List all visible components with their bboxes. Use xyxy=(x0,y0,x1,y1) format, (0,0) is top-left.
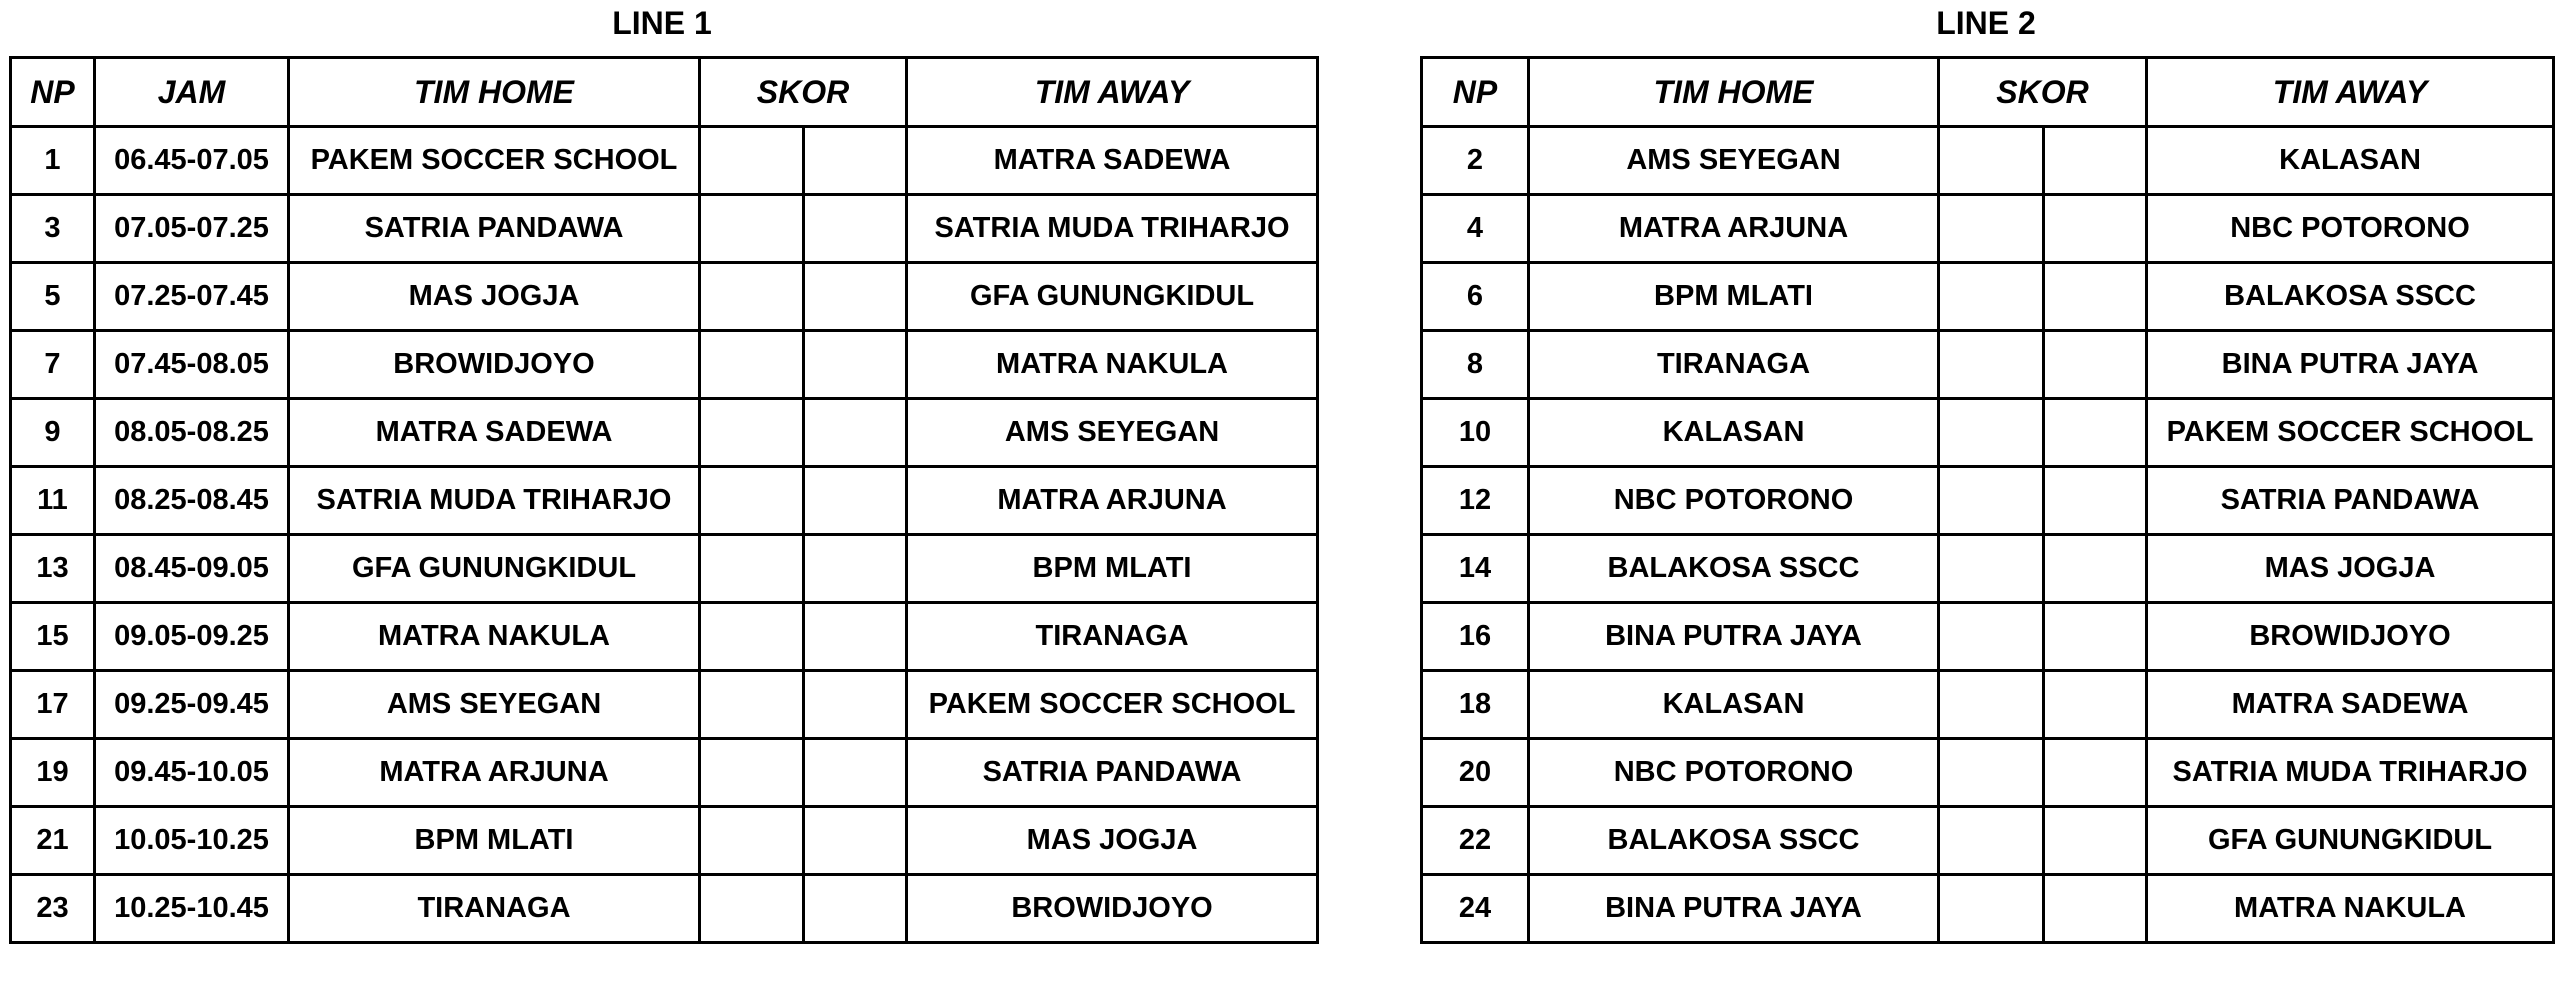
match-row xyxy=(1422,399,2554,467)
match-time-cell: 10.25-10.45 xyxy=(95,875,289,943)
home-score-cell[interactable] xyxy=(700,127,804,195)
away-score-cell[interactable] xyxy=(804,467,907,535)
match-time-cell: 06.45-07.05 xyxy=(95,127,289,195)
match-row xyxy=(1422,467,2554,535)
away-team-cell: SATRIA MUDA TRIHARJO xyxy=(2147,739,2554,807)
match-row xyxy=(1422,875,2554,943)
home-score-cell[interactable] xyxy=(700,467,804,535)
home-score-cell[interactable] xyxy=(1939,603,2044,671)
np-header: NP xyxy=(11,58,95,127)
away-team-cell: MATRA NAKULA xyxy=(2147,875,2554,943)
match-number-cell: 22 xyxy=(1422,807,1529,875)
match-number-cell: 4 xyxy=(1422,195,1529,263)
home-team-cell: TIRANAGA xyxy=(289,875,700,943)
away-team-cell: NBC POTORONO xyxy=(2147,195,2554,263)
away-score-cell[interactable] xyxy=(2044,535,2147,603)
match-number-cell: 15 xyxy=(11,603,95,671)
match-row xyxy=(1422,195,2554,263)
home-score-cell[interactable] xyxy=(1939,467,2044,535)
match-number-cell: 12 xyxy=(1422,467,1529,535)
home-team-cell: BALAKOSA SSCC xyxy=(1529,535,1939,603)
match-number-cell: 23 xyxy=(11,875,95,943)
away-team-cell: TIRANAGA xyxy=(907,603,1318,671)
away-score-cell[interactable] xyxy=(2044,671,2147,739)
match-number-cell: 16 xyxy=(1422,603,1529,671)
match-number-cell: 10 xyxy=(1422,399,1529,467)
home-score-cell[interactable] xyxy=(1939,331,2044,399)
line-1-title: LINE 1 xyxy=(612,5,712,41)
match-time-cell: 07.05-07.25 xyxy=(95,195,289,263)
home-score-cell[interactable] xyxy=(700,739,804,807)
home-score-cell[interactable] xyxy=(700,535,804,603)
home-team-cell: MAS JOGJA xyxy=(289,263,700,331)
match-number-cell: 3 xyxy=(11,195,95,263)
line-2-schedule-table xyxy=(1420,56,2555,944)
away-score-cell[interactable] xyxy=(804,331,907,399)
home-score-cell[interactable] xyxy=(1939,671,2044,739)
away-score-cell[interactable] xyxy=(2044,467,2147,535)
home-team-cell: MATRA ARJUNA xyxy=(1529,195,1939,263)
home-team-cell: SATRIA PANDAWA xyxy=(289,195,700,263)
home-score-cell[interactable] xyxy=(1939,195,2044,263)
match-time-cell: 08.05-08.25 xyxy=(95,399,289,467)
match-row xyxy=(11,195,1318,263)
away-score-cell[interactable] xyxy=(804,875,907,943)
away-team-cell: BALAKOSA SSCC xyxy=(2147,263,2554,331)
away-team-cell: BROWIDJOYO xyxy=(2147,603,2554,671)
away-score-cell[interactable] xyxy=(2044,331,2147,399)
header-row xyxy=(1422,58,2554,127)
away-score-cell[interactable] xyxy=(804,739,907,807)
away-team-cell: SATRIA MUDA TRIHARJO xyxy=(907,195,1318,263)
away-team-cell: MATRA NAKULA xyxy=(907,331,1318,399)
home-team-cell: KALASAN xyxy=(1529,399,1939,467)
match-row xyxy=(11,399,1318,467)
match-row xyxy=(11,807,1318,875)
match-time-cell: 07.25-07.45 xyxy=(95,263,289,331)
tim-away-header: TIM AWAY xyxy=(907,58,1318,127)
home-team-cell: BROWIDJOYO xyxy=(289,331,700,399)
away-score-cell[interactable] xyxy=(2044,807,2147,875)
skor-header: SKOR xyxy=(1939,58,2147,127)
away-team-cell: GFA GUNUNGKIDUL xyxy=(907,263,1318,331)
home-score-cell[interactable] xyxy=(700,807,804,875)
away-score-cell[interactable] xyxy=(2044,127,2147,195)
tim-home-header: TIM HOME xyxy=(289,58,700,127)
away-score-cell[interactable] xyxy=(804,399,907,467)
match-number-cell: 19 xyxy=(11,739,95,807)
away-score-cell[interactable] xyxy=(2044,399,2147,467)
away-team-cell: BINA PUTRA JAYA xyxy=(2147,331,2554,399)
match-row xyxy=(1422,127,2554,195)
tim-home-header: TIM HOME xyxy=(1529,58,1939,127)
home-team-cell: MATRA NAKULA xyxy=(289,603,700,671)
match-row xyxy=(11,331,1318,399)
home-team-cell: TIRANAGA xyxy=(1529,331,1939,399)
home-score-cell[interactable] xyxy=(1939,807,2044,875)
match-number-cell: 7 xyxy=(11,331,95,399)
home-score-cell[interactable] xyxy=(1939,127,2044,195)
match-row xyxy=(11,535,1318,603)
away-score-cell[interactable] xyxy=(2044,263,2147,331)
away-score-cell[interactable] xyxy=(804,671,907,739)
match-row xyxy=(11,671,1318,739)
match-number-cell: 6 xyxy=(1422,263,1529,331)
home-team-cell: BALAKOSA SSCC xyxy=(1529,807,1939,875)
line-2-title: LINE 2 xyxy=(1936,5,2036,41)
match-number-cell: 18 xyxy=(1422,671,1529,739)
home-team-cell: MATRA SADEWA xyxy=(289,399,700,467)
match-number-cell: 13 xyxy=(11,535,95,603)
home-score-cell[interactable] xyxy=(700,263,804,331)
match-row xyxy=(11,739,1318,807)
away-score-cell[interactable] xyxy=(2044,875,2147,943)
match-row xyxy=(1422,263,2554,331)
home-score-cell[interactable] xyxy=(1939,535,2044,603)
match-time-cell: 09.25-09.45 xyxy=(95,671,289,739)
away-score-cell[interactable] xyxy=(804,263,907,331)
match-time-cell: 07.45-08.05 xyxy=(95,331,289,399)
match-time-cell: 08.45-09.05 xyxy=(95,535,289,603)
home-team-cell: BPM MLATI xyxy=(289,807,700,875)
match-row xyxy=(11,263,1318,331)
home-team-cell: MATRA ARJUNA xyxy=(289,739,700,807)
home-team-cell: AMS SEYEGAN xyxy=(1529,127,1939,195)
away-team-cell: BROWIDJOYO xyxy=(907,875,1318,943)
home-team-cell: SATRIA MUDA TRIHARJO xyxy=(289,467,700,535)
match-number-cell: 21 xyxy=(11,807,95,875)
home-team-cell: NBC POTORONO xyxy=(1529,467,1939,535)
match-time-cell: 09.05-09.25 xyxy=(95,603,289,671)
header-row xyxy=(11,58,1318,127)
away-score-cell[interactable] xyxy=(804,807,907,875)
home-score-cell[interactable] xyxy=(1939,399,2044,467)
away-team-cell: BPM MLATI xyxy=(907,535,1318,603)
home-team-cell: GFA GUNUNGKIDUL xyxy=(289,535,700,603)
home-team-cell: AMS SEYEGAN xyxy=(289,671,700,739)
home-score-cell[interactable] xyxy=(700,331,804,399)
away-team-cell: KALASAN xyxy=(2147,127,2554,195)
home-team-cell: KALASAN xyxy=(1529,671,1939,739)
match-time-cell: 10.05-10.25 xyxy=(95,807,289,875)
match-number-cell: 14 xyxy=(1422,535,1529,603)
match-row xyxy=(11,603,1318,671)
match-number-cell: 2 xyxy=(1422,127,1529,195)
match-number-cell: 5 xyxy=(11,263,95,331)
away-score-cell[interactable] xyxy=(804,195,907,263)
home-team-cell: PAKEM SOCCER SCHOOL xyxy=(289,127,700,195)
home-score-cell[interactable] xyxy=(700,671,804,739)
match-number-cell: 11 xyxy=(11,467,95,535)
tim-away-header: TIM AWAY xyxy=(2147,58,2554,127)
home-score-cell[interactable] xyxy=(700,875,804,943)
line-1-schedule-table xyxy=(9,56,1319,944)
np-header: NP xyxy=(1422,58,1529,127)
away-team-cell: AMS SEYEGAN xyxy=(907,399,1318,467)
skor-header: SKOR xyxy=(700,58,907,127)
away-score-cell[interactable] xyxy=(804,535,907,603)
away-score-cell[interactable] xyxy=(2044,603,2147,671)
away-team-cell: SATRIA PANDAWA xyxy=(2147,467,2554,535)
home-team-cell: BINA PUTRA JAYA xyxy=(1529,875,1939,943)
match-row xyxy=(1422,671,2554,739)
home-team-cell: NBC POTORONO xyxy=(1529,739,1939,807)
match-row xyxy=(11,875,1318,943)
home-score-cell[interactable] xyxy=(1939,875,2044,943)
match-row xyxy=(1422,603,2554,671)
match-number-cell: 9 xyxy=(11,399,95,467)
away-team-cell: PAKEM SOCCER SCHOOL xyxy=(2147,399,2554,467)
match-row xyxy=(11,467,1318,535)
away-team-cell: GFA GUNUNGKIDUL xyxy=(2147,807,2554,875)
match-row xyxy=(1422,331,2554,399)
away-score-cell[interactable] xyxy=(804,127,907,195)
away-team-cell: PAKEM SOCCER SCHOOL xyxy=(907,671,1318,739)
home-team-cell: BINA PUTRA JAYA xyxy=(1529,603,1939,671)
away-team-cell: MATRA SADEWA xyxy=(2147,671,2554,739)
home-score-cell[interactable] xyxy=(700,603,804,671)
match-time-cell: 08.25-08.45 xyxy=(95,467,289,535)
away-team-cell: MAS JOGJA xyxy=(2147,535,2554,603)
match-time-cell: 09.45-10.05 xyxy=(95,739,289,807)
away-team-cell: SATRIA PANDAWA xyxy=(907,739,1318,807)
home-score-cell[interactable] xyxy=(1939,739,2044,807)
away-team-cell: MAS JOGJA xyxy=(907,807,1318,875)
match-row xyxy=(11,127,1318,195)
match-row xyxy=(1422,807,2554,875)
away-score-cell[interactable] xyxy=(2044,739,2147,807)
home-team-cell: BPM MLATI xyxy=(1529,263,1939,331)
home-score-cell[interactable] xyxy=(1939,263,2044,331)
match-number-cell: 8 xyxy=(1422,331,1529,399)
match-number-cell: 20 xyxy=(1422,739,1529,807)
match-row xyxy=(1422,739,2554,807)
match-number-cell: 17 xyxy=(11,671,95,739)
match-number-cell: 24 xyxy=(1422,875,1529,943)
match-row xyxy=(1422,535,2554,603)
away-team-cell: MATRA ARJUNA xyxy=(907,467,1318,535)
away-score-cell[interactable] xyxy=(2044,195,2147,263)
home-score-cell[interactable] xyxy=(700,399,804,467)
away-team-cell: MATRA SADEWA xyxy=(907,127,1318,195)
match-number-cell: 1 xyxy=(11,127,95,195)
home-score-cell[interactable] xyxy=(700,195,804,263)
jam-header: JAM xyxy=(95,58,289,127)
away-score-cell[interactable] xyxy=(804,603,907,671)
